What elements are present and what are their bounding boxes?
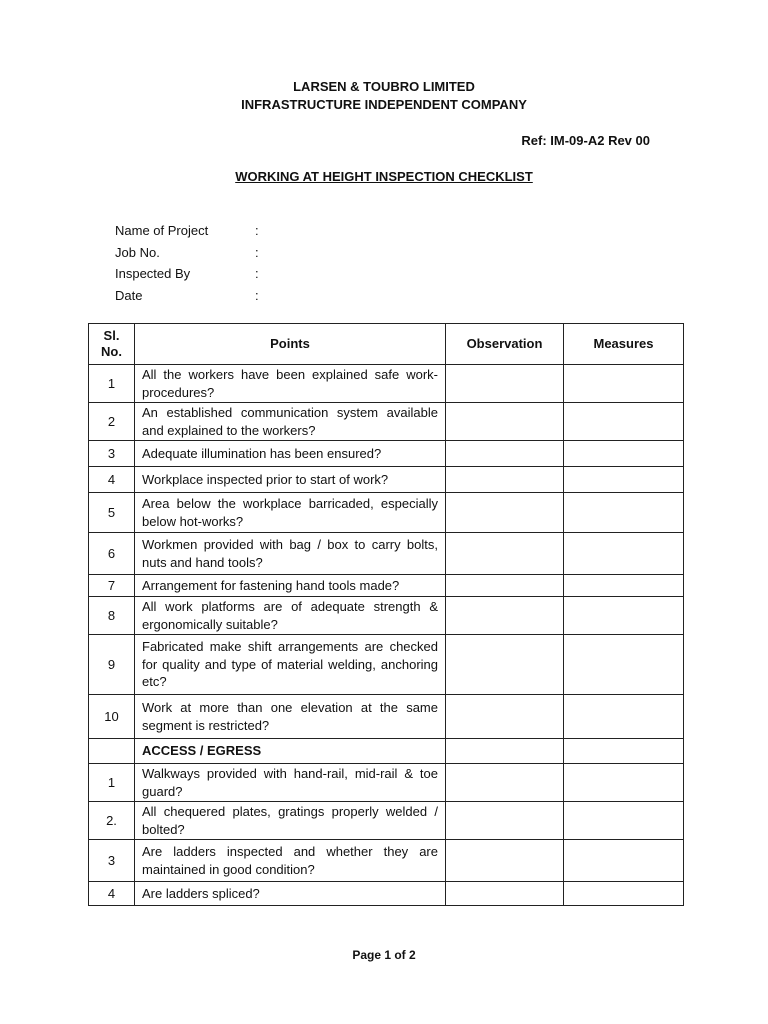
row-point: Are ladders inspected and whether they are maintained in good condition?	[135, 840, 446, 882]
info-colon: :	[255, 287, 259, 303]
table-row	[89, 365, 684, 403]
row-sl-no: 2.	[89, 802, 135, 840]
info-colon: :	[255, 223, 259, 239]
observation-cell[interactable]	[446, 493, 564, 533]
measures-cell[interactable]	[564, 533, 684, 575]
row-sl-no: 10	[89, 695, 135, 739]
row-sl-no: 6	[89, 533, 135, 575]
row-point: All chequered plates, gratings properly welded / bolted?	[135, 802, 446, 840]
measures-cell[interactable]	[564, 441, 684, 467]
info-label: Date	[115, 287, 143, 303]
table-row	[89, 764, 684, 802]
observation-cell[interactable]	[446, 635, 564, 695]
info-row-job-no	[115, 242, 267, 264]
info-colon: :	[255, 244, 259, 260]
table-row	[89, 597, 684, 635]
table-row	[89, 635, 684, 695]
observation-cell[interactable]	[446, 764, 564, 802]
row-point: Workmen provided with bag / box to carry bolts, nuts and hand tools?	[135, 533, 446, 575]
observation-cell[interactable]	[446, 597, 564, 635]
row-point: Adequate illumination has been ensured?	[135, 441, 446, 467]
row-point: Work at more than one elevation at the same segment is restricted?	[135, 695, 446, 739]
table-row	[89, 493, 684, 533]
checklist-table	[88, 323, 684, 906]
row-point: Fabricated make shift arrangements are checked for quality and type of material welding, anchoring etc?	[135, 635, 446, 695]
header-measures: Measures	[564, 324, 684, 365]
measures-cell[interactable]	[564, 764, 684, 802]
measures-cell[interactable]	[564, 840, 684, 882]
row-sl-no: 9	[89, 635, 135, 695]
measures-cell[interactable]	[564, 403, 684, 441]
row-point: Arrangement for fastening hand tools made?	[135, 575, 446, 597]
row-point: All work platforms are of adequate strength & ergonomically suitable?	[135, 597, 446, 635]
observation-cell[interactable]	[446, 739, 564, 764]
measures-cell[interactable]	[564, 695, 684, 739]
table-row	[89, 403, 684, 441]
header-points: Points	[135, 324, 446, 365]
measures-cell[interactable]	[564, 802, 684, 840]
observation-cell[interactable]	[446, 802, 564, 840]
observation-cell[interactable]	[446, 533, 564, 575]
info-label: Job No.	[115, 244, 160, 260]
info-label: Name of Project	[115, 223, 209, 239]
table-row	[89, 467, 684, 493]
page-title-text: WORKING AT HEIGHT INSPECTION CHECKLIST	[235, 169, 533, 184]
row-point: Area below the workplace barricaded, especially below hot-works?	[135, 493, 446, 533]
row-point: Are ladders spliced?	[135, 882, 446, 906]
observation-cell[interactable]	[446, 441, 564, 467]
row-sl-no: 7	[89, 575, 135, 597]
observation-cell[interactable]	[446, 695, 564, 739]
page-title	[0, 169, 768, 184]
observation-cell[interactable]	[446, 882, 564, 906]
info-section	[115, 220, 267, 306]
row-sl-no: 1	[89, 764, 135, 802]
info-row-project	[115, 220, 267, 242]
info-row-inspected-by	[115, 263, 267, 285]
table-row	[89, 695, 684, 739]
info-label: Inspected By	[115, 266, 191, 282]
company-name: LARSEN & TOUBRO LIMITED	[293, 79, 475, 94]
row-sl-no: 3	[89, 441, 135, 467]
table-row	[89, 441, 684, 467]
section-title: ACCESS / EGRESS	[135, 739, 446, 764]
observation-cell[interactable]	[446, 467, 564, 493]
company-division: INFRASTRUCTURE INDEPENDENT COMPANY	[241, 97, 527, 112]
section-header-row	[89, 739, 684, 764]
table-row	[89, 533, 684, 575]
observation-cell[interactable]	[446, 840, 564, 882]
row-point: All the workers have been explained safe work-procedures?	[135, 365, 446, 403]
header-observation: Observation	[446, 324, 564, 365]
observation-cell[interactable]	[446, 365, 564, 403]
info-colon: :	[255, 266, 259, 282]
measures-cell[interactable]	[564, 597, 684, 635]
table-header-row	[89, 324, 684, 365]
info-row-date	[115, 285, 267, 307]
table-row	[89, 840, 684, 882]
measures-cell[interactable]	[564, 635, 684, 695]
table-row	[89, 575, 684, 597]
row-sl-no: 1	[89, 365, 135, 403]
row-point: Walkways provided with hand-rail, mid-rail & toe guard?	[135, 764, 446, 802]
row-sl-no: 3	[89, 840, 135, 882]
measures-cell[interactable]	[564, 493, 684, 533]
table-row	[89, 802, 684, 840]
row-sl-no: 5	[89, 493, 135, 533]
measures-cell[interactable]	[564, 575, 684, 597]
row-sl-no: 2	[89, 403, 135, 441]
row-point: Workplace inspected prior to start of work?	[135, 467, 446, 493]
page-number: Page 1 of 2	[352, 948, 416, 962]
row-sl-no	[89, 739, 135, 764]
header-sl-no: Sl. No.	[89, 324, 135, 365]
row-sl-no: 4	[89, 882, 135, 906]
measures-cell[interactable]	[564, 365, 684, 403]
row-sl-no: 4	[89, 467, 135, 493]
row-sl-no: 8	[89, 597, 135, 635]
measures-cell[interactable]	[564, 739, 684, 764]
observation-cell[interactable]	[446, 403, 564, 441]
observation-cell[interactable]	[446, 575, 564, 597]
row-point: An established communication system available and explained to the workers?	[135, 403, 446, 441]
measures-cell[interactable]	[564, 467, 684, 493]
table-row	[89, 882, 684, 906]
document-ref: Ref: IM-09-A2 Rev 00	[521, 133, 650, 148]
measures-cell[interactable]	[564, 882, 684, 906]
